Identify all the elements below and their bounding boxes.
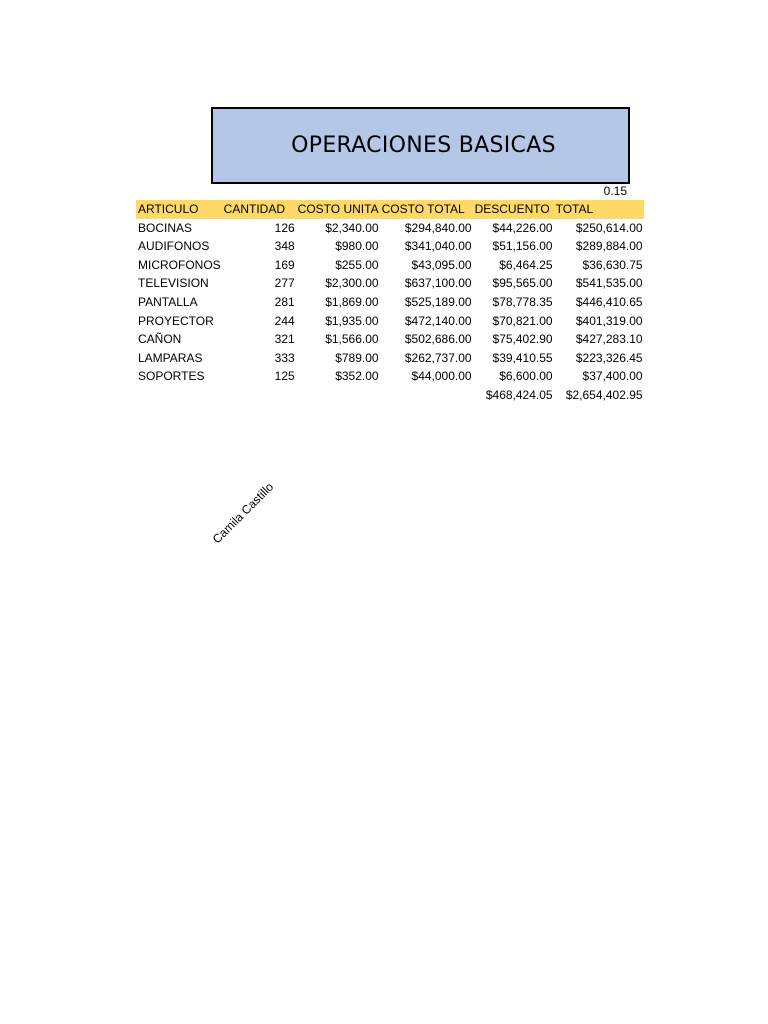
discount-rate-cell: 0.15 xyxy=(603,184,627,198)
cell-costo-total: $44,000.00 xyxy=(411,369,472,384)
cell-costo-unitario: $2,300.00 xyxy=(325,276,379,291)
cell-costo-unitario: $1,566.00 xyxy=(325,332,379,347)
cell-cantidad: 321 xyxy=(274,332,295,347)
cell-total: $401,319.00 xyxy=(575,313,643,328)
cell-costo-total: $472,140.00 xyxy=(404,313,472,328)
cell-articulo: SOPORTES xyxy=(138,369,205,384)
header-descuento: DESCUENTO xyxy=(474,202,550,216)
cell-articulo: LAMPARAS xyxy=(138,350,203,365)
cell-costo-total: $262,737.00 xyxy=(404,350,472,365)
header-row xyxy=(136,200,644,219)
cell-total: $541,535.00 xyxy=(575,276,643,291)
cell-costo-total: $525,189.00 xyxy=(404,294,472,309)
cell-descuento: $70,821.00 xyxy=(492,313,553,328)
table-row xyxy=(136,330,644,349)
table-row xyxy=(136,349,644,368)
cell-costo-unitario: $980.00 xyxy=(335,239,379,254)
cell-costo-total: $341,040.00 xyxy=(404,239,472,254)
data-table xyxy=(136,200,644,405)
cell-total: $446,410.65 xyxy=(575,294,643,309)
cell-articulo: PROYECTOR xyxy=(138,313,214,328)
author-signature: Camila Castillo xyxy=(209,479,277,547)
cell-cantidad: 244 xyxy=(274,313,295,328)
cell-total: $36,630.75 xyxy=(582,257,643,272)
cell-costo-total: $43,095.00 xyxy=(411,257,472,272)
table-row xyxy=(136,312,644,331)
cell-descuento: $39,410.55 xyxy=(492,350,553,365)
table-row xyxy=(136,256,644,275)
header-total: TOTAL xyxy=(555,202,594,216)
cell-articulo: TELEVISION xyxy=(138,276,209,291)
cell-costo-unitario: $1,869.00 xyxy=(325,294,379,309)
cell-cantidad: 281 xyxy=(274,294,295,309)
cell-descuento: $78,778.35 xyxy=(492,294,553,309)
cell-costo-unitario: $255.00 xyxy=(335,257,379,272)
cell-descuento: $95,565.00 xyxy=(492,276,553,291)
cell-costo-unitario: $352.00 xyxy=(335,369,379,384)
header-articulo: ARTICULO xyxy=(138,202,199,216)
table-row xyxy=(136,237,644,256)
cell-costo-total: $637,100.00 xyxy=(404,276,472,291)
table-row xyxy=(136,367,644,386)
cell-descuento: $51,156.00 xyxy=(492,239,553,254)
cell-articulo: CAÑON xyxy=(138,332,182,347)
cell-total: $289,884.00 xyxy=(575,239,643,254)
table-row xyxy=(136,293,644,312)
table-row xyxy=(136,274,644,293)
header-costo-unitario: COSTO UNITA xyxy=(297,202,379,216)
cell-costo-total: $502,686.00 xyxy=(404,332,472,347)
cell-descuento: $44,226.00 xyxy=(492,220,553,235)
cell-costo-unitario: $789.00 xyxy=(335,350,379,365)
cell-cantidad: 333 xyxy=(274,350,295,365)
cell-total: $37,400.00 xyxy=(582,369,643,384)
cell-articulo: PANTALLA xyxy=(138,294,198,309)
cell-total: $223,326.45 xyxy=(575,350,643,365)
cell-total: $250,614.00 xyxy=(575,220,643,235)
totals-row xyxy=(136,386,644,405)
cell-cantidad: 277 xyxy=(274,276,295,291)
cell-costo-total: $294,840.00 xyxy=(404,220,472,235)
cell-cantidad: 126 xyxy=(274,220,295,235)
cell-cantidad: 125 xyxy=(274,369,295,384)
cell-descuento: $6,464.25 xyxy=(499,257,553,272)
cell-costo-unitario: $2,340.00 xyxy=(325,220,379,235)
cell-cantidad: 348 xyxy=(274,239,295,254)
cell-descuento: $75,402.90 xyxy=(492,332,553,347)
cell-cantidad: 169 xyxy=(274,257,295,272)
cell-articulo: AUDIFONOS xyxy=(138,239,210,254)
grand-total: $2,654,402.95 xyxy=(565,387,643,402)
table-row xyxy=(136,219,644,238)
header-cantidad: CANTIDAD xyxy=(223,202,286,216)
total-descuento: $468,424.05 xyxy=(485,387,553,402)
cell-total: $427,283.10 xyxy=(575,332,643,347)
cell-descuento: $6,600.00 xyxy=(499,369,553,384)
cell-articulo: MICROFONOS xyxy=(138,257,221,272)
title-box xyxy=(211,107,630,184)
header-costo-total: COSTO TOTAL xyxy=(381,202,465,216)
cell-articulo: BOCINAS xyxy=(138,220,193,235)
page-title: OPERACIONES BASICAS xyxy=(291,133,556,158)
cell-costo-unitario: $1,935.00 xyxy=(325,313,379,328)
